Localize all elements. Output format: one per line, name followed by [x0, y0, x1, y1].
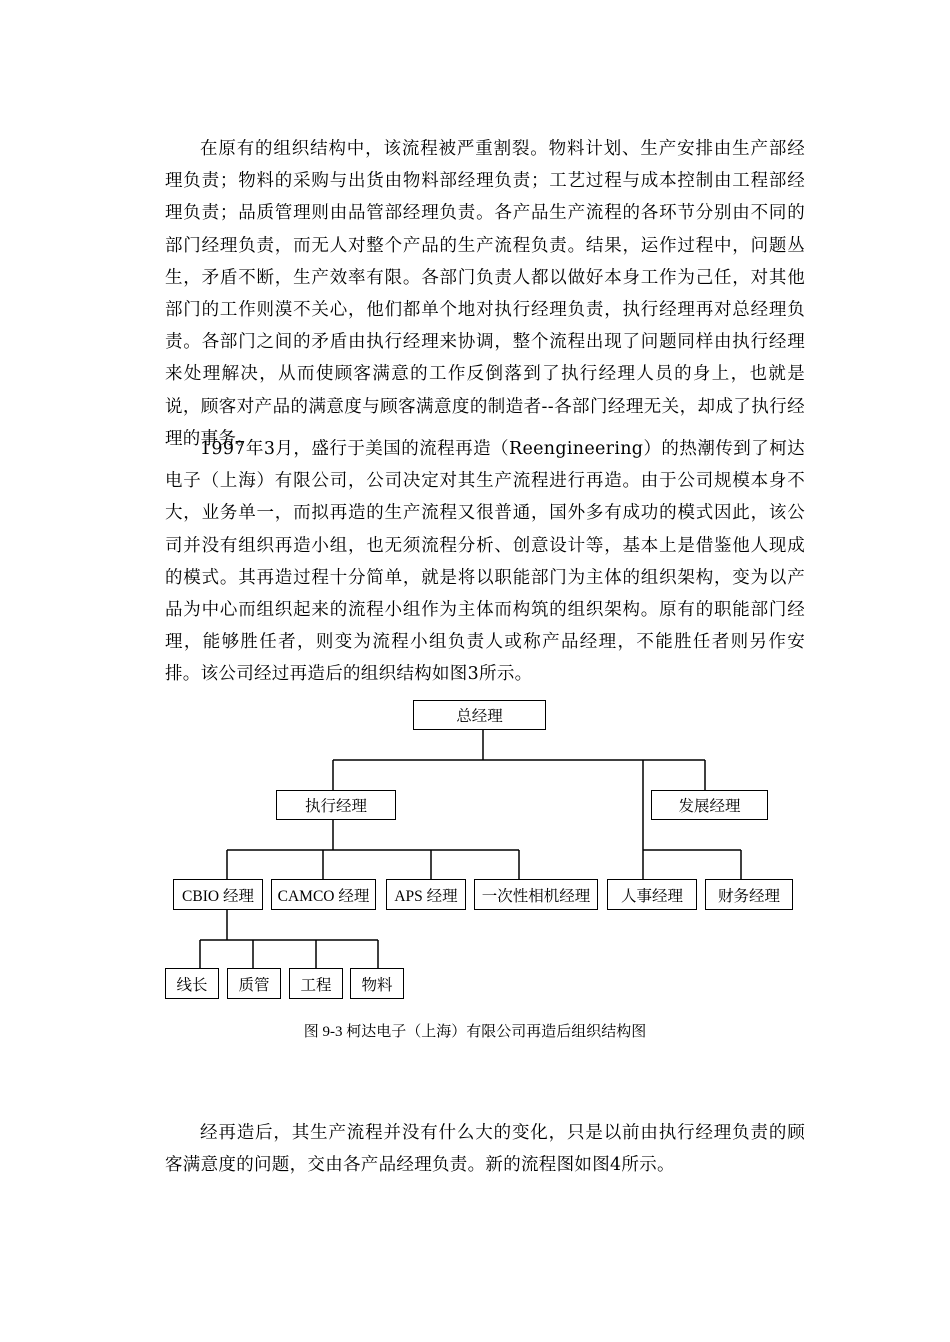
material-box: 物料: [350, 968, 404, 999]
hr-manager-box: 人事经理: [607, 879, 697, 910]
ceo-box: 总经理: [413, 700, 546, 730]
camco-manager-box: CAMCO 经理: [271, 879, 376, 910]
cbio-manager-box: CBIO 经理: [173, 879, 263, 910]
engineering-box: 工程: [289, 968, 343, 999]
paragraph-reengineering: 1997年3月，盛行于美国的流程再造（Reengineering）的热潮传到了柯达电子（上海）有限公司，公司决定对其生产流程进行再造。由于公司规模本身不大，业务单一，而拟再造的生产流程又很普通，国外多有成功的模式因此，该公司并没有组织再造小组，也无须流程分析、创意设计等，基本上是借鉴他人现成的模式。其再造过程十分简单，就是将以职能部门为主体的组织架构，变为以产品为中心而组织起来的流程小组作为主体而构筑的组织架构。原有的职能部门经理，能够胜任者，则变为流程小组负责人或称产品经理，不能胜任者则另作安排。该公司经过再造后的组织结构如图3所示。: [165, 439, 805, 685]
aps-manager-box: APS 经理: [386, 879, 466, 910]
qc-box: 质管: [227, 968, 281, 999]
paragraph-original-structure: 在原有的组织结构中，该流程被严重割裂。物料计划、生产安排由生产部经理负责；物料的采购与出货由物料部经理负责；工艺过程与成本控制由工程部经理负责；品质管理则由品管部经理负责。各产品生产流程的各环节分别由不同的部门经理负责，而无人对整个产品的生产流程负责。结果，运作过程中，问题丛生，矛盾不断，生产效率有限。各部门负责人都以做好本身工作为己任，对其他部门的工作则漠不关心，他们都单个地对执行经理负责，执行经理再对总经理负责。各部门之间的矛盾由执行经理来协调，整个流程出现了问题同样由执行经理来处理解决，从而使顾客满意的工作反倒落到了执行经理人员的身上，也就是说，顾客对产品的满意度与顾客满意度的制造者--各部门经理无关，却成了执行经理的事务。: [165, 139, 805, 449]
line-lead-box: 线长: [165, 968, 219, 999]
dev-manager-box: 发展经理: [651, 790, 768, 820]
camera-manager-box: 一次性相机经理: [474, 879, 598, 910]
exec-manager-box: 执行经理: [276, 790, 396, 820]
finance-manager-box: 财务经理: [705, 879, 793, 910]
paragraph-after-reengineering: 经再造后，其生产流程并没有什么大的变化，只是以前由执行经理负责的顾客满意度的问题，交由各产品经理负责。新的流程图如图4所示。: [165, 1123, 805, 1176]
figure-caption: 图 9-3 柯达电子（上海）有限公司再造后组织结构图: [303, 1024, 647, 1040]
